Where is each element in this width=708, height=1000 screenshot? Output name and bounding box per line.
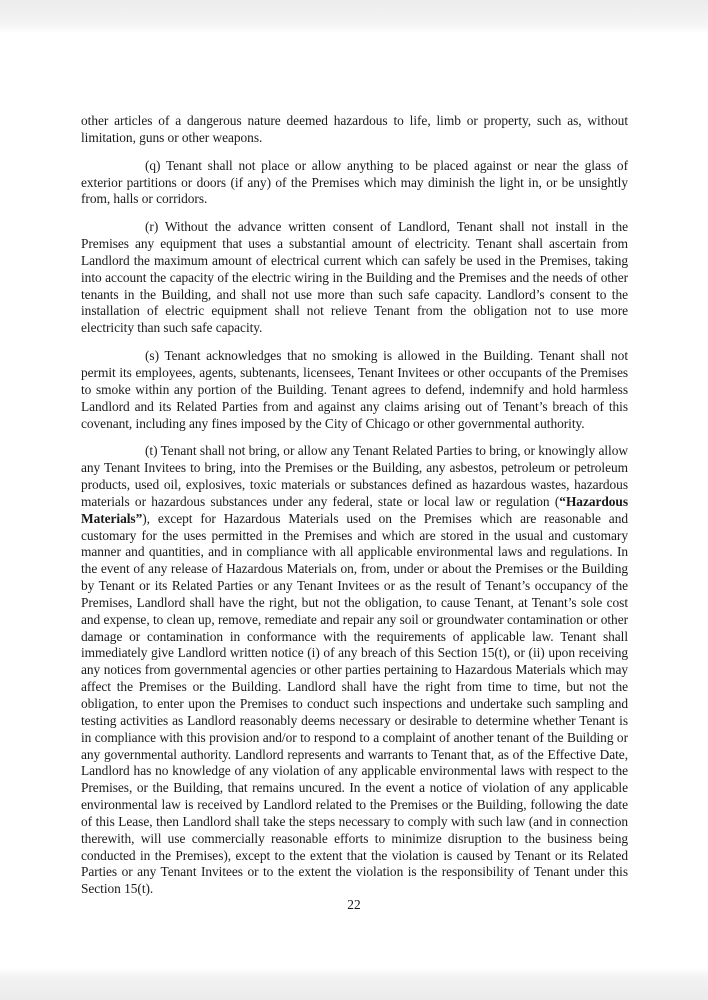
paragraph-t <box>81 443 628 898</box>
paragraph-q: (q) Tenant shall not place or allow anything to be placed against or near the glass of exterior partitions or doors (if any) of the Premises which may diminish the light in, or be unsightly from, halls or corridors. <box>81 157 628 207</box>
paragraph-t-intro: (t) Tenant shall not bring, or allow any Tenant Related Parties to bring, or knowingly allow any Tenant Invitees to bring, into the Premises or the Building, any asbestos, petroleum or petroleum products, used oil, explosives, toxic materials or substances defined as hazardous wastes, hazardous materials or hazardous substances under any federal, state or local law or regulation ( <box>81 443 628 509</box>
page-number: 22 <box>347 897 361 912</box>
paragraph-r: (r) Without the advance written consent of Landlord, Tenant shall not install in the Premises any equipment that uses a substantial amount of electricity. Tenant shall ascertain from Landlord the maximum amount of electrical current which can safely be used in the Premises, taking into account the capacity of the electric wiring in the Building and the Premises and the needs of other tenants in the Building, and shall not use more than such safe capacity. Landlord’s consent to the installation of electric equipment shall not relieve Tenant from the obligation not to use more electricity than such safe capacity. <box>81 219 628 336</box>
paragraph-continued: other articles of a dangerous nature deemed hazardous to life, limb or property, such as, without limitation, guns or other weapons. <box>81 113 628 145</box>
document-body <box>81 113 628 909</box>
scan-edge-top <box>0 0 708 34</box>
paragraph-t-body: ), except for Hazardous Materials used on the Premises which are reasonable and customary for the uses permitted in the Premises and which are stored in the usual and customary manner and quantities, and in compliance with all applicable environmental laws and regulations. In the event of any release of Hazardous Materials on, from, under or about the Premises or the Building by Tenant or its Related Parties or any Tenant Invitees or as the result of Tenant’s occupancy of the Premises, Landlord shall have the right, but not the obligation, to cause Tenant, at Tenant’s sole cost and expense, to clean up, remove, remediate and repair any soil or groundwater contamination or other damage or contamination in conformance with the requirements of applicable law. Tenant shall immediately give Landlord written notice (i) of any breach of this Section 15(t), or (ii) upon receiving any notices from governmental agencies or other parties pertaining to Hazardous Materials which may affect the Premises or the Building. Landlord shall have the right from time to time, but not the obligation, to enter upon the Premises to conduct such inspections and undertake such sampling and testing activities as Landlord reasonably deems necessary or desirable to determine whether Tenant is in compliance with this provision and/or to respond to a complaint of another tenant of the Building or any governmental authority. Landlord represents and warrants to Tenant that, as of the Effective Date, Landlord has no knowledge of any violation of any applicable environmental laws with respect to the Premises, or the Building, that remains uncured. In the event a notice of violation of any applicable environmental law is received by Landlord related to the Premises or the Building, following the date of this Lease, then Landlord shall take the steps necessary to comply with such law (and in connection therewith, will use commercially reasonable efforts to minimize disruption to the business being conducted in the Premises), except to the extent that the violation is caused by Tenant or its Related Parties or any Tenant Invitees or to the extent the violation is the responsibility of Tenant under this Section 15(t). <box>81 510 628 897</box>
paragraph-s: (s) Tenant acknowledges that no smoking is allowed in the Building. Tenant shall not permit its employees, agents, subtenants, licensees, Tenant Invitees or other occupants of the Premises to smoke within any portion of the Building. Tenant agrees to defend, indemnify and hold harmless Landlord and its Related Parties from and against any claims arising out of Tenant’s breach of this covenant, including any fines imposed by the City of Chicago or other governmental authority. <box>81 348 628 431</box>
scan-edge-bottom <box>0 968 708 1000</box>
defined-term-hazardous-materials: “Hazardous Materials” <box>81 493 628 526</box>
